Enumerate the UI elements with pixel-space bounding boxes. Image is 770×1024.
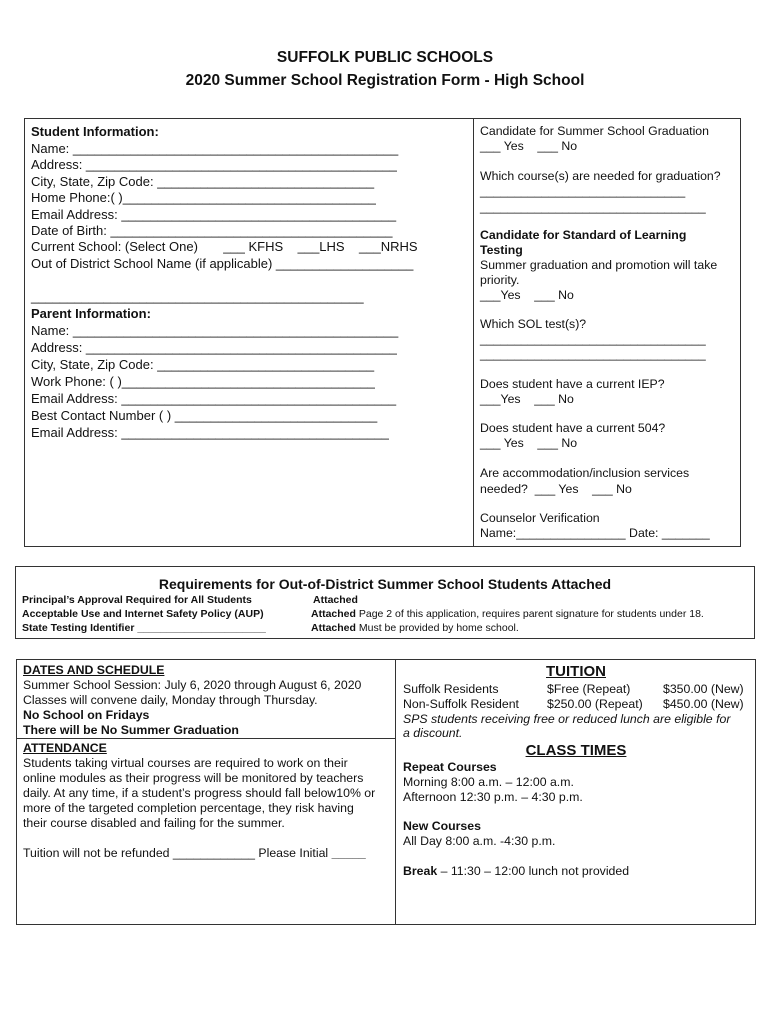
session-dates: Summer School Session: July 6, 2020 through August 6, 2020 bbox=[23, 678, 362, 692]
courses-needed-line-2[interactable]: _________________________________ bbox=[480, 200, 706, 214]
tuition-discount-note-1: SPS students receiving free or reduced lunch are eligible for bbox=[403, 712, 731, 726]
tuition-heading: TUITION bbox=[546, 663, 606, 680]
repeat-morning: Morning 8:00 a.m. – 12:00 a.m. bbox=[403, 775, 574, 789]
accommodation-question: Are accommodation/inclusion services bbox=[480, 466, 690, 480]
repeat-afternoon: Afternoon 12:30 p.m. – 4:30 p.m. bbox=[403, 790, 583, 804]
sol-note-1: Summer graduation and promotion will take bbox=[480, 258, 718, 272]
req-state-testing-attached[interactable]: Attached bbox=[311, 622, 356, 634]
student-info-heading: Student Information: bbox=[31, 124, 159, 139]
class-times-heading: CLASS TIMES bbox=[525, 742, 627, 759]
attendance-text-5: their course disabled and failing for the summer. bbox=[23, 816, 285, 830]
repeat-courses-heading: Repeat Courses bbox=[403, 760, 497, 774]
schedule-divider bbox=[395, 659, 396, 925]
student-dob-field[interactable]: Date of Birth: _______________________________________ bbox=[31, 223, 393, 238]
parent-name-field[interactable]: Name: _____________________________________________ bbox=[31, 323, 399, 338]
req-state-testing-note: Must be provided by home school. bbox=[358, 622, 519, 634]
initial-line[interactable]: _____ bbox=[331, 846, 366, 860]
class-days: Classes will convene daily, Monday through Thursday. bbox=[23, 693, 318, 707]
attendance-text-1: Students taking virtual courses are required to work on their bbox=[23, 756, 348, 770]
parent-city-field[interactable]: City, State, Zip Code: ______________________________ bbox=[31, 357, 375, 372]
counselor-verification-fields[interactable]: Name:________________ Date: _______ bbox=[480, 526, 710, 540]
candidate-graduation-options[interactable]: ___ Yes ___ No bbox=[480, 139, 578, 153]
new-courses-heading: New Courses bbox=[403, 819, 481, 833]
section-separator: ______________________________________________ bbox=[31, 289, 364, 304]
student-address-field[interactable]: Address: ___________________________________________ bbox=[31, 157, 397, 172]
attendance-text-2: online modules as their progress will be monitored by teachers bbox=[23, 771, 364, 785]
break-text: – 11:30 – 12:00 lunch not provided bbox=[437, 864, 630, 878]
req-principal-attached[interactable]: Attached bbox=[313, 594, 358, 606]
req-aup-note: Page 2 of this application, requires parent signature for students under 18. bbox=[358, 608, 704, 620]
student-name-field[interactable]: Name: _____________________________________________ bbox=[31, 141, 399, 156]
sol-tests-line-1[interactable]: _________________________________ bbox=[480, 332, 706, 346]
sol-tests-question: Which SOL test(s)? bbox=[480, 317, 587, 331]
tuition-nonsuffolk-new: $450.00 (New) bbox=[663, 697, 744, 711]
break-label: Break bbox=[403, 864, 438, 878]
page-title: SUFFOLK PUBLIC SCHOOLS bbox=[276, 49, 494, 66]
sol-heading-1: Candidate for Standard of Learning bbox=[480, 228, 687, 242]
parent-address-field[interactable]: Address: ___________________________________________ bbox=[31, 340, 397, 355]
attendance-text-4: more of the targeted completion percentage, they risk having bbox=[23, 801, 354, 815]
courses-needed-line-1[interactable]: ______________________________ bbox=[480, 184, 686, 198]
tuition-suffolk-repeat: $Free (Repeat) bbox=[547, 682, 631, 696]
tuition-suffolk-label: Suffolk Residents bbox=[403, 682, 499, 696]
tuition-nonsuffolk-repeat: $250.00 (Repeat) bbox=[547, 697, 643, 711]
new-all-day: All Day 8:00 a.m. -4:30 p.m. bbox=[403, 834, 556, 848]
sol-options[interactable]: ___Yes ___ No bbox=[480, 288, 574, 302]
sol-note-2: priority. bbox=[480, 273, 520, 287]
counselor-verification-label: Counselor Verification bbox=[480, 511, 600, 525]
sol-heading-2: Testing bbox=[480, 243, 523, 257]
plan-504-question: Does student have a current 504? bbox=[480, 421, 666, 435]
plan-504-options[interactable]: ___ Yes ___ No bbox=[480, 436, 578, 450]
accommodation-options[interactable]: needed? ___ Yes ___ No bbox=[480, 482, 632, 496]
attendance-text-3: daily. At any time, if a student’s progress should fall below10% or bbox=[23, 786, 376, 800]
parent-contact-number-field[interactable]: Best Contact Number ( ) ____________________________ bbox=[31, 408, 378, 423]
sol-tests-line-2[interactable]: _________________________________ bbox=[480, 347, 706, 361]
requirements-heading: Requirements for Out-of-District Summer School Students Attached bbox=[158, 576, 612, 592]
courses-needed-question: Which course(s) are needed for graduation? bbox=[480, 169, 721, 183]
tuition-nonsuffolk-label: Non-Suffolk Resident bbox=[403, 697, 519, 711]
iep-question: Does student have a current IEP? bbox=[480, 377, 665, 391]
no-school-fridays: No School on Fridays bbox=[23, 708, 150, 722]
parent-email-field-2[interactable]: Email Address: _____________________________________ bbox=[31, 425, 389, 440]
student-city-field[interactable]: City, State, Zip Code: ______________________________ bbox=[31, 174, 375, 189]
req-principal-label: Principal’s Approval Required for All Students bbox=[22, 594, 252, 606]
dates-heading: DATES AND SCHEDULE bbox=[23, 663, 165, 677]
req-aup-label: Acceptable Use and Internet Safety Policy (AUP) bbox=[22, 608, 264, 620]
student-email-field[interactable]: Email Address: ______________________________________ bbox=[31, 207, 397, 222]
tuition-suffolk-new: $350.00 (New) bbox=[663, 682, 744, 696]
out-of-district-field[interactable]: Out of District School Name (if applicable) ___________________ bbox=[31, 256, 414, 271]
parent-email-field[interactable]: Email Address: ______________________________________ bbox=[31, 391, 397, 406]
current-school-select[interactable]: Current School: (Select One) ___ KFHS ___LHS ___NRHS bbox=[31, 239, 418, 254]
iep-options[interactable]: ___Yes ___ No bbox=[480, 392, 574, 406]
refund-initial-field[interactable]: Tuition will not be refunded ____________ Please Initial bbox=[23, 846, 332, 860]
req-state-testing-label[interactable]: State Testing Identifier ______________________ bbox=[22, 622, 266, 634]
parent-info-heading: Parent Information: bbox=[31, 306, 151, 321]
student-phone-field[interactable]: Home Phone:( )___________________________________ bbox=[31, 190, 376, 205]
page-subtitle: 2020 Summer School Registration Form - High School bbox=[185, 72, 585, 89]
candidate-graduation-label: Candidate for Summer School Graduation bbox=[480, 124, 709, 138]
parent-work-phone-field[interactable]: Work Phone: ( )___________________________________ bbox=[31, 374, 375, 389]
req-aup-attached[interactable]: Attached bbox=[311, 608, 356, 620]
attendance-heading: ATTENDANCE bbox=[23, 741, 107, 755]
tuition-discount-note-2: a discount. bbox=[403, 726, 463, 740]
dates-attendance-divider bbox=[16, 738, 396, 739]
no-graduation: There will be No Summer Graduation bbox=[23, 723, 239, 737]
